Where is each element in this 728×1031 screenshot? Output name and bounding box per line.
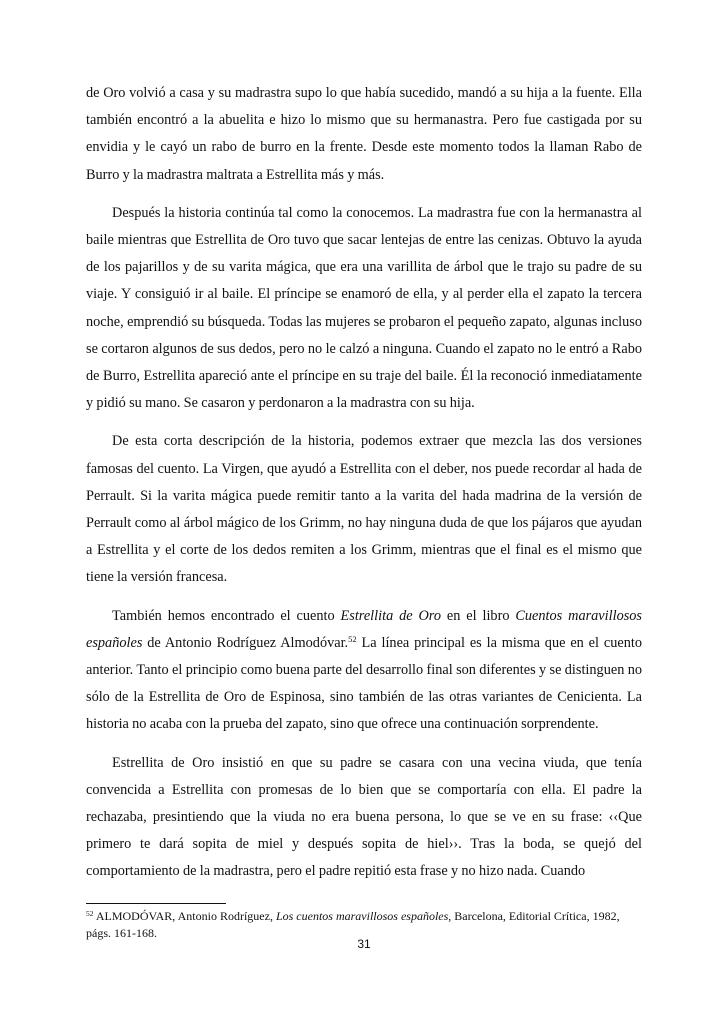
- text-run: De esta corta descripción de la historia, podemos extraer que mezcla las dos versiones famosas del cuento. La Virgen, que ayudó a Estrellita con el deber, nos puede recordar al hada de Perrault. Si la varita mágica puede remitir tanto a la varita del hada madrina de la versión de Perrault como al árbol mágico de los Grimm, no hay ninguna duda de que los pájaros que ayudan a Estrellita y el corte de los dedos remiten a los Grimm, mientras que el final es el mismo que tiene la versión francesa.: [86, 433, 642, 586]
- italic-title: Los cuentos maravillosos españoles: [275, 909, 449, 923]
- paragraph: [86, 200, 642, 418]
- document-page: [86, 0, 642, 1031]
- text-run: de Antonio Rodríguez Almodóvar.: [142, 634, 349, 651]
- text-run: La línea principal es la misma que en el cuento anterior. Tanto el principio como buena parte del desarrollo final son diferentes y se distinguen no sólo de la Estrellita de Oro de Espinosa, sino también de las otras variantes de Cenicienta. La historia no acaba con la prueba del zapato, sino que ofrece una continuación sorprendente.: [86, 634, 642, 733]
- paragraph: [86, 603, 642, 739]
- paragraph: [86, 428, 642, 591]
- italic-title: Estrellita de Oro: [340, 607, 441, 624]
- text-run: Estrellita de Oro insistió en que su padre se casara con una vecina viuda, que tenía convencida a Estrellita con promesas de lo bien que se comportaría con ella. El padre la rechazaba, presintiendo que la viuda no era buena persona, lo que se ve en su frase: ‹‹Que primero te dará sopita de miel y después sopita de hiel››. Tras la boda, se quejó del comportamiento de la madrastra, pero el padre repitió esta frase y no hizo nada. Cuando: [86, 754, 642, 880]
- text-run: También hemos encontrado el cuento: [112, 607, 341, 624]
- paragraph: [86, 80, 642, 189]
- text-run: ALMODÓVAR, Antonio Rodríguez,: [93, 909, 276, 923]
- paragraph: [86, 750, 642, 886]
- text-run: Después la historia continúa tal como la conocemos. La madrastra fue con la hermanastra al baile mientras que Estrellita de Oro tuvo que sacar lentejas de entre las cenizas. Obtuvo la ayuda de los pajarillos y de su varita mágica, que era una varillita de árbol que le trajo su padre de su viaje. Y consiguió ir al baile. El príncipe se enamoró de ella, y al perder ella el zapato la tercera noche, emprendió su búsqueda. Todas las mujeres se probaron el pequeño zapato, algunas incluso se cortaron algunos de sus dedos, pero no le calzó a ninguna. Cuando el zapato no le entró a Rabo de Burro, Estrellita apareció ante el príncipe en su traje del baile. Él la reconoció inmediatamente y pidió su mano. Se casaron y perdonaron a la madrastra con su hija.: [86, 204, 642, 412]
- text-run: en el libro: [441, 607, 516, 624]
- text-run: de Oro volvió a casa y su madrastra supo lo que había sucedido, mandó a su hija a la fuente. Ella también encontró a la abuelita e hizo lo mismo que su hermanastra. Pero fue castigada por su envidia y le cayó un rabo de burro en la frente. Desde este momento todos la llaman Rabo de Burro y la madrastra maltrata a Estrellita más y más.: [86, 85, 642, 183]
- italic-title: Cuentos maravillosos españoles: [86, 607, 642, 651]
- body-text: [86, 80, 642, 897]
- page-number: 31: [357, 937, 371, 951]
- text-run: , Barcelona, Editorial Crítica, 1982, págs. 161-168.: [86, 909, 620, 940]
- footnote-reference: 52: [348, 633, 357, 644]
- footnote-separator: [86, 903, 226, 904]
- footnote-reference: 52: [86, 909, 94, 918]
